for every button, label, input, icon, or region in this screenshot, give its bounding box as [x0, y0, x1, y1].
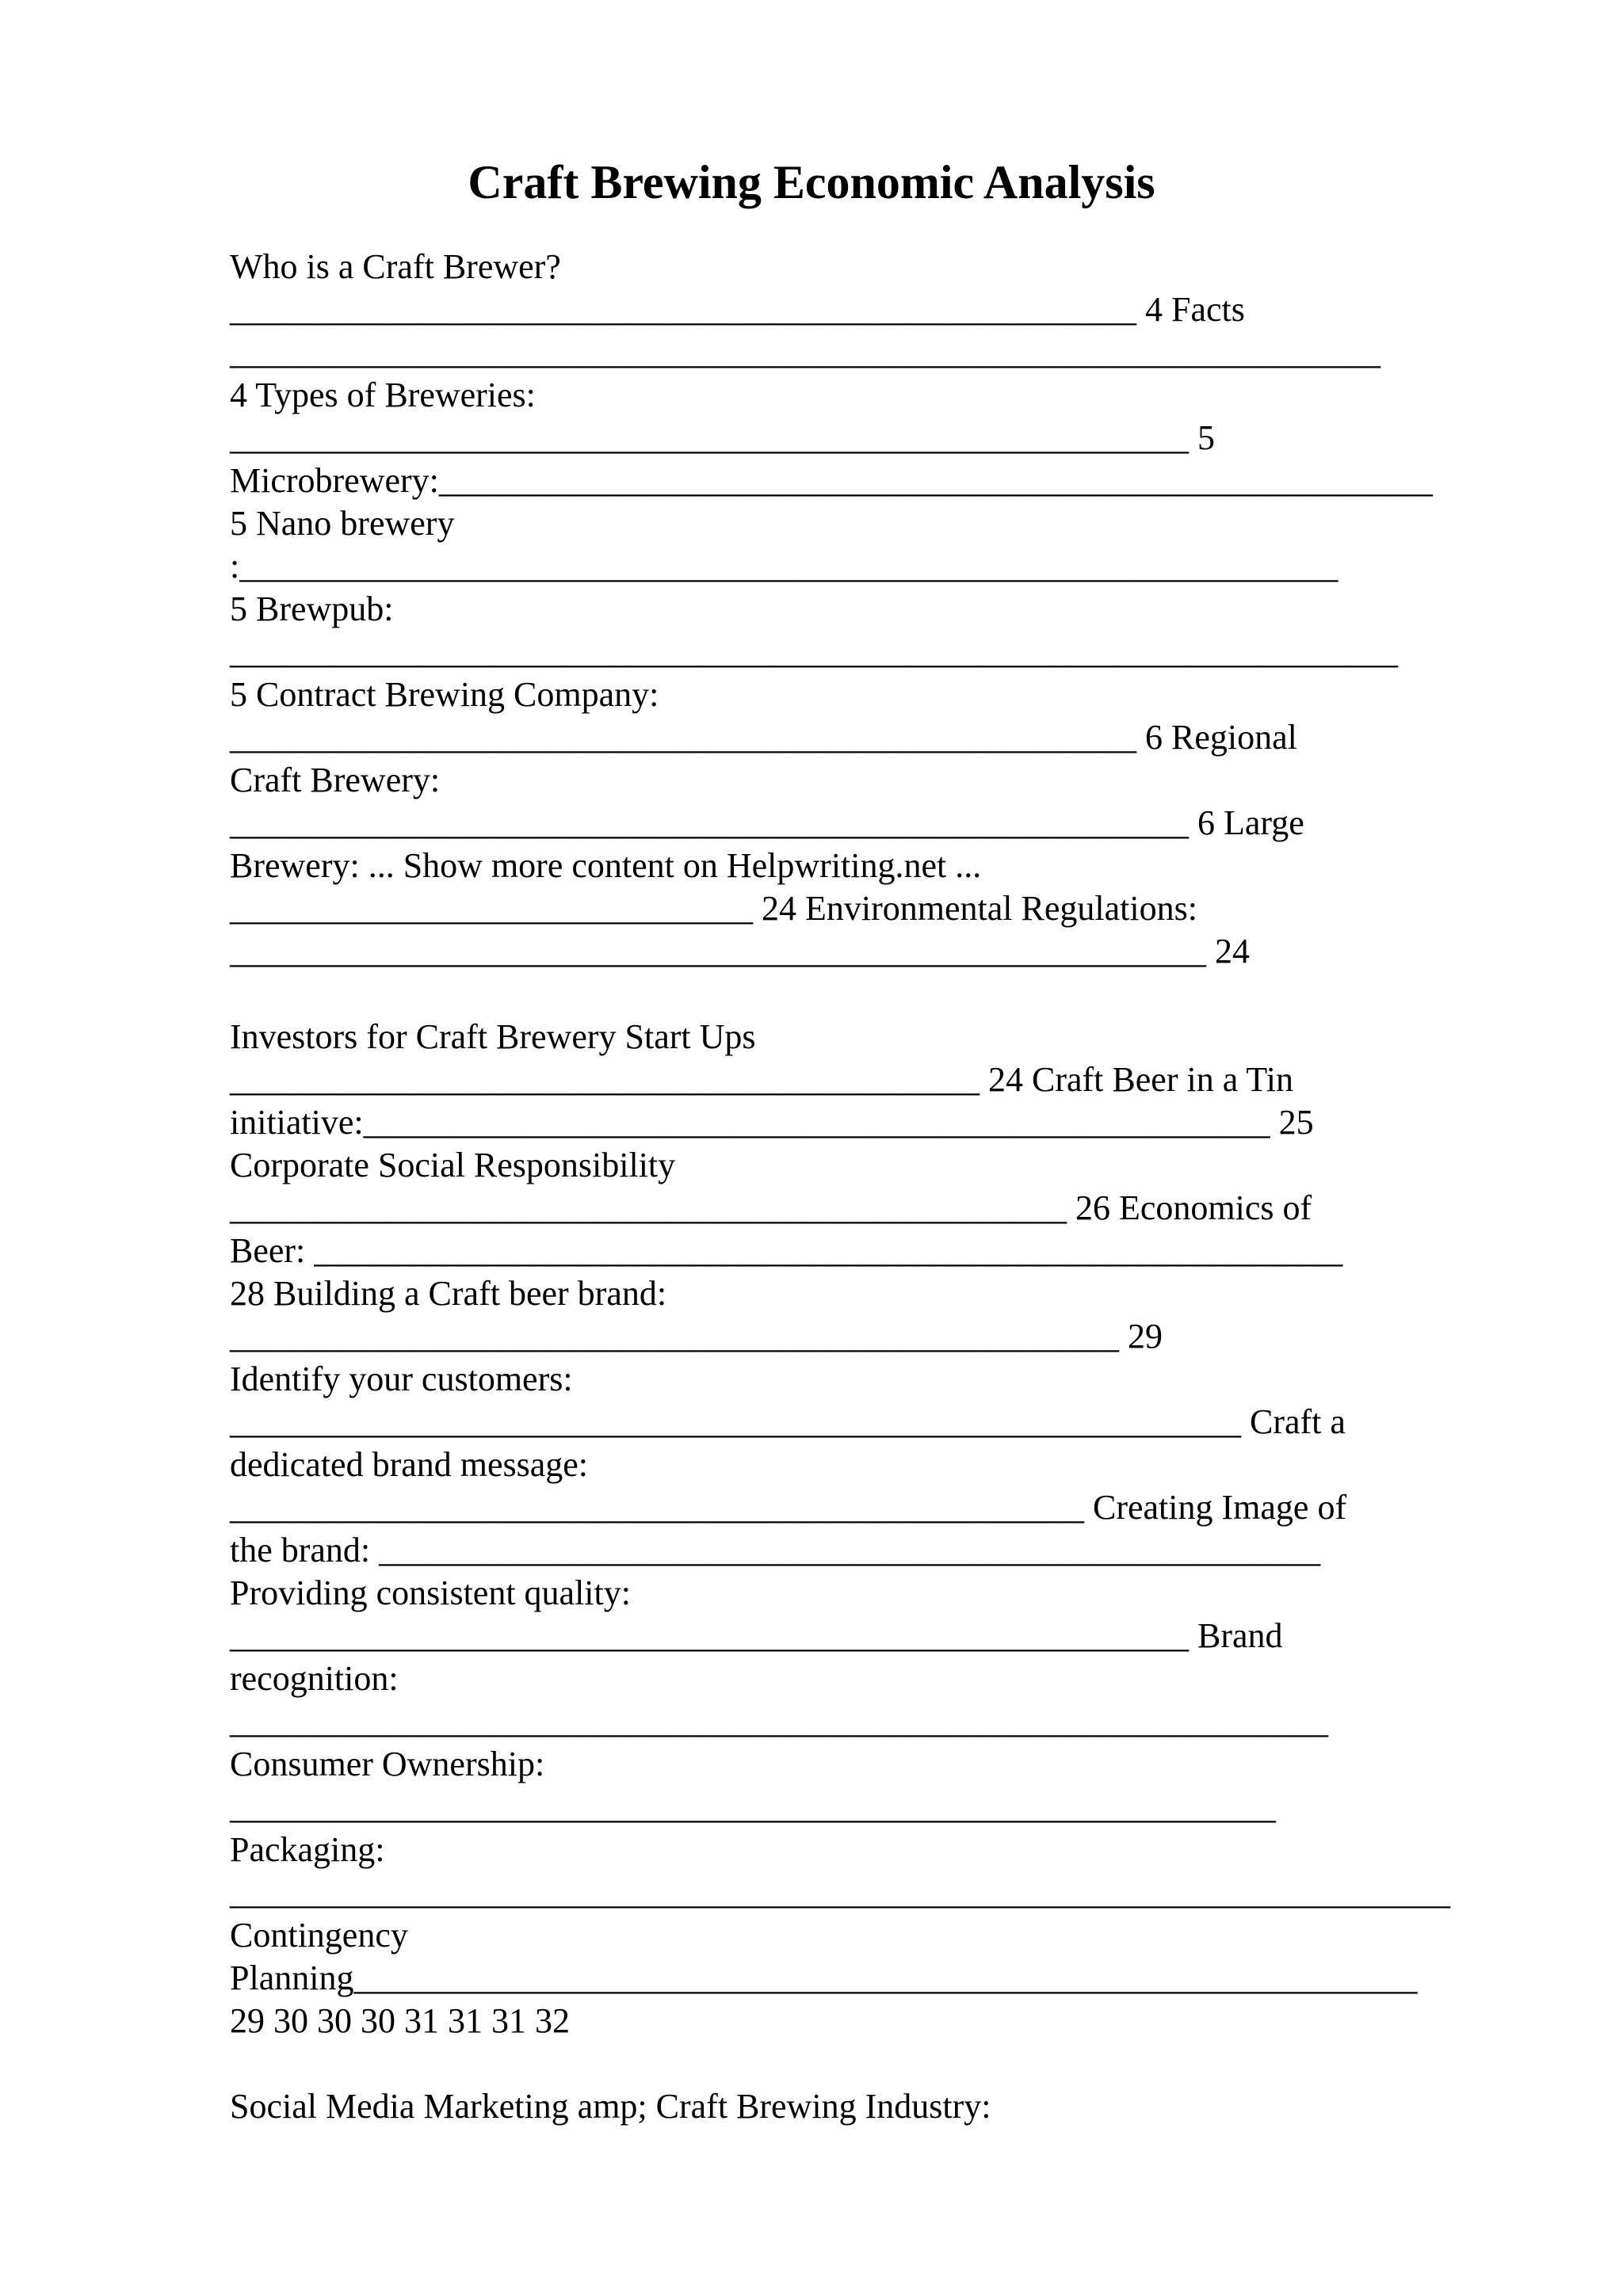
text-line: Brewery: ... Show more content on Helpwriting.net ...: [230, 846, 982, 885]
text-line: __________________________________________________________________: [230, 333, 1381, 372]
text-line: 29 30 30 30 31 31 31 32: [230, 2001, 570, 2040]
text-line: Microbrewery:_________________________________________________________: [230, 461, 1433, 500]
text-line: Consumer Ownership:: [230, 1745, 545, 1783]
text-line: ________________________________________________________ 24: [230, 932, 1250, 971]
text-line: 5 Nano brewery: [230, 504, 455, 543]
text-line: ______________________________ 24 Environmental Regulations:: [230, 889, 1197, 928]
text-line: 28 Building a Craft beer brand:: [230, 1274, 667, 1313]
text-line: Packaging:: [230, 1830, 385, 1869]
text-line: Beer: ___________________________________________________________: [230, 1231, 1343, 1270]
text-line: _______________________________________________________ Brand: [230, 1616, 1283, 1655]
text-line: ________________________________________________ 26 Economics of: [230, 1188, 1312, 1227]
text-line: _______________________________________________________ 5: [230, 418, 1215, 457]
text-line: initiative:____________________________________________________ 25: [230, 1103, 1314, 1142]
text-line: :_______________________________________________________________: [230, 547, 1338, 585]
text-line: ____________________________________________________ 4 Facts: [230, 290, 1245, 329]
text-line: recognition:: [230, 1659, 399, 1698]
text-line: the brand: ______________________________________________________: [230, 1531, 1321, 1569]
text-line: Investors for Craft Brewery Start Ups: [230, 1017, 756, 1056]
text-line: dedicated brand message:: [230, 1445, 589, 1484]
text-line: Craft Brewery:: [230, 761, 441, 799]
text-line: ___________________________________________________________________: [230, 632, 1398, 671]
text-line: ___________________________________________ 24 Craft Beer in a Tin: [230, 1060, 1293, 1099]
text-line: ____________________________________________________ 6 Regional: [230, 718, 1297, 757]
text-line: ___________________________________________________ 29: [230, 1317, 1163, 1356]
text-line: ______________________________________________________________________: [230, 1873, 1450, 1912]
text-line: _______________________________________________________ 6 Large: [230, 803, 1304, 842]
text-line: _______________________________________________________________: [230, 1702, 1328, 1741]
text-line: __________________________________________________________ Craft a: [230, 1402, 1346, 1441]
text-line: Contingency: [230, 1916, 408, 1955]
text-line: Who is a Craft Brewer?: [230, 247, 561, 286]
text-line: Planning_____________________________________________________________: [230, 1958, 1418, 1997]
text-line: Identify your customers:: [230, 1360, 573, 1398]
text-line: Providing consistent quality:: [230, 1573, 631, 1612]
text-line: Corporate Social Responsibility: [230, 1146, 676, 1184]
text-line: 5 Brewpub:: [230, 589, 394, 628]
text-line: 5 Contract Brewing Company:: [230, 675, 659, 714]
text-line: _________________________________________________ Creating Image of: [230, 1488, 1347, 1527]
text-line: 4 Types of Breweries:: [230, 376, 536, 414]
text-line: Social Media Marketing amp; Craft Brewing Industry:: [230, 2087, 991, 2126]
text-line: ____________________________________________________________: [230, 1787, 1276, 1826]
document-title: Craft Brewing Economic Analysis: [468, 156, 1155, 208]
